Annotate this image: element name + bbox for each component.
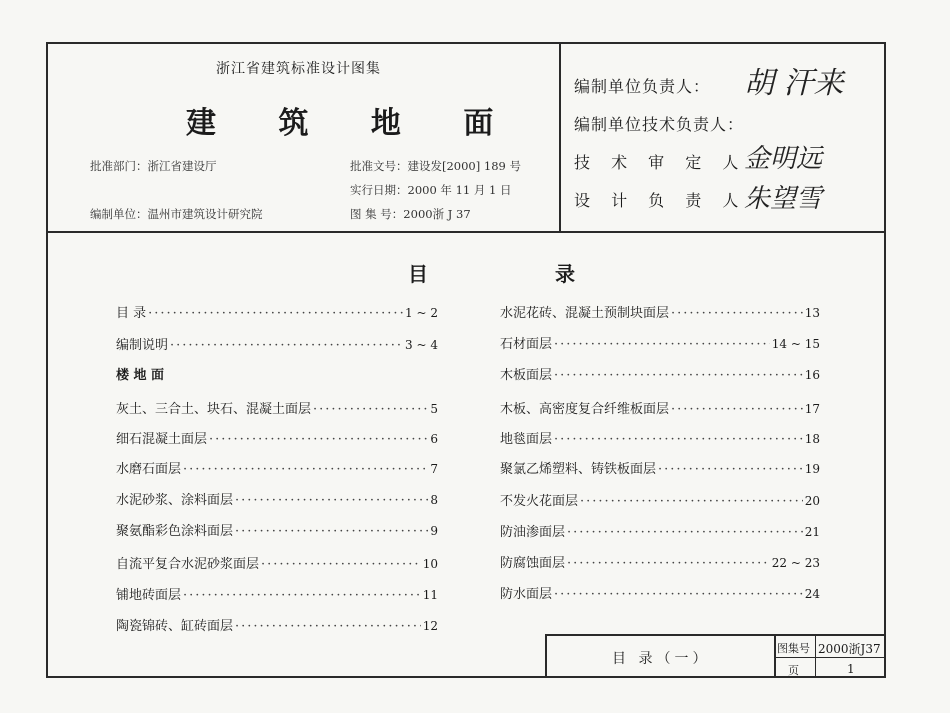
- toc-entry-page: 21: [804, 525, 820, 539]
- page-label: 页: [788, 664, 799, 677]
- toc-entry: [500, 552, 820, 571]
- toc-entry-label: 铺地砖面层: [116, 588, 182, 603]
- toc-entry-label: 防油渗面层: [500, 525, 566, 540]
- toc-entry-page: 11: [422, 588, 438, 602]
- toc-entry-label: 水泥花砖、混凝土预制块面层: [500, 306, 670, 321]
- toc-entry-page: 22 ~ 23: [771, 556, 820, 570]
- header-column-divider: [559, 42, 561, 232]
- toc-entry-page: 12: [422, 619, 438, 633]
- toc-entry: [116, 458, 438, 477]
- toc-entry: [500, 458, 820, 477]
- header-divider: [46, 231, 886, 233]
- title-block-divider-1: [774, 634, 776, 678]
- toc-entry-page: 8: [430, 493, 438, 507]
- title-block-divider-2: [815, 634, 816, 678]
- toc-entry: [500, 583, 820, 602]
- toc-section-heading: [116, 364, 438, 383]
- title-block-top: [545, 634, 886, 636]
- title-block-left: [545, 634, 547, 678]
- signature-design-lead: 朱望雪: [744, 184, 823, 214]
- toc-entry-label: 木板、高密度复合纤维板面层: [500, 402, 670, 417]
- toc-entry-label: 细石混凝土面层: [116, 432, 208, 447]
- resp-label-unit-head: 编制单位负责人：: [574, 77, 711, 96]
- toc-entry: [500, 333, 820, 352]
- resp-label-design-lead: 设 计 负 责 人：: [574, 191, 771, 210]
- title-block-mid: [774, 657, 886, 658]
- toc-entry-page: 24: [804, 587, 820, 601]
- toc-entry-label: 聚氨酯彩色涂料面层: [116, 524, 234, 539]
- toc-entry-label: 陶瓷锦砖、缸砖面层: [116, 619, 234, 634]
- toc-section-label: 楼 地 面: [116, 368, 165, 383]
- toc-entry-page: 3 ~ 4: [405, 338, 438, 352]
- toc-entry-page: 19: [804, 462, 820, 476]
- page-value: 1: [847, 662, 855, 676]
- toc-entry: [500, 302, 820, 321]
- toc-entry-label: 目 录: [116, 306, 147, 321]
- publisher-line: 浙江省建筑标准设计图集: [216, 61, 381, 77]
- atlas-no-label: 图集号: [777, 642, 810, 655]
- toc-entry: [500, 398, 820, 417]
- compiler: 编制单位：温州市建筑设计研究院: [90, 207, 263, 221]
- signature-tech-review: 金明远: [744, 144, 823, 174]
- atlas-number: 图 集 号：2000浙 J 37: [350, 207, 471, 221]
- toc-entry: [116, 489, 438, 508]
- toc-entry-page: 17: [804, 402, 820, 416]
- main-title: 建 筑 地 面: [186, 106, 520, 141]
- approval-dept: 批准部门：浙江省建设厅: [90, 159, 217, 173]
- toc-entry-page: 16: [804, 368, 820, 382]
- signature-unit-head: 胡 汗来: [744, 66, 844, 101]
- toc-entry: [500, 364, 820, 383]
- toc-entry: [116, 398, 438, 417]
- toc-entry: [116, 520, 438, 539]
- resp-label-tech-head: 编制单位技术负责人：: [574, 115, 745, 134]
- toc-entry-page: 5: [430, 402, 438, 416]
- toc-entry-page: 14 ~ 15: [771, 337, 820, 351]
- toc-entry-page: 10: [422, 557, 438, 571]
- toc-entry-label: 聚氯乙烯塑料、铸铁板面层: [500, 462, 657, 477]
- toc-entry: [500, 521, 820, 540]
- toc-entry-page: 9: [430, 524, 438, 538]
- resp-label-tech-review: 技 术 审 定 人：: [574, 153, 771, 172]
- toc-entry-label: 不发火花面层: [500, 494, 579, 509]
- toc-entry-label: 木板面层: [500, 368, 553, 383]
- toc-entry-page: 20: [804, 494, 820, 508]
- effective-date: 实行日期：2000 年 11 月 1 日: [350, 183, 512, 197]
- toc-entry: [500, 428, 820, 447]
- toc-entry-label: 石材面层: [500, 337, 553, 352]
- toc-entry-label: 防腐蚀面层: [500, 556, 566, 571]
- toc-entry-page: 18: [804, 432, 820, 446]
- toc-entry-page: 1 ~ 2: [405, 306, 438, 320]
- toc-entry-label: 灰土、三合土、块石、混凝土面层: [116, 402, 312, 417]
- toc-title: 目 录: [408, 262, 635, 286]
- approval-doc: 批准文号：建设发[2000] 189 号: [350, 159, 521, 173]
- toc-entry: [116, 334, 438, 353]
- toc-entry-label: 地毯面层: [500, 432, 553, 447]
- toc-entry-page: 13: [804, 306, 820, 320]
- toc-entry-label: 水磨石面层: [116, 462, 182, 477]
- toc-entry-label: 自流平复合水泥砂浆面层: [116, 557, 260, 572]
- toc-entry-page: 7: [430, 462, 438, 476]
- toc-entry: [116, 615, 438, 634]
- toc-entry: [500, 490, 820, 509]
- toc-entry: [116, 428, 438, 447]
- toc-entry: [116, 553, 438, 572]
- toc-entry-label: 编制说明: [116, 338, 169, 353]
- sheet-title: 目 录（一）: [612, 651, 711, 667]
- toc-entry: [116, 584, 438, 603]
- toc-entry-label: 水泥砂浆、涂料面层: [116, 493, 234, 508]
- toc-entry-label: 防水面层: [500, 587, 553, 602]
- atlas-no-value: 2000浙J37: [818, 642, 881, 656]
- toc-entry: [116, 302, 438, 321]
- toc-entry-page: 6: [430, 432, 438, 446]
